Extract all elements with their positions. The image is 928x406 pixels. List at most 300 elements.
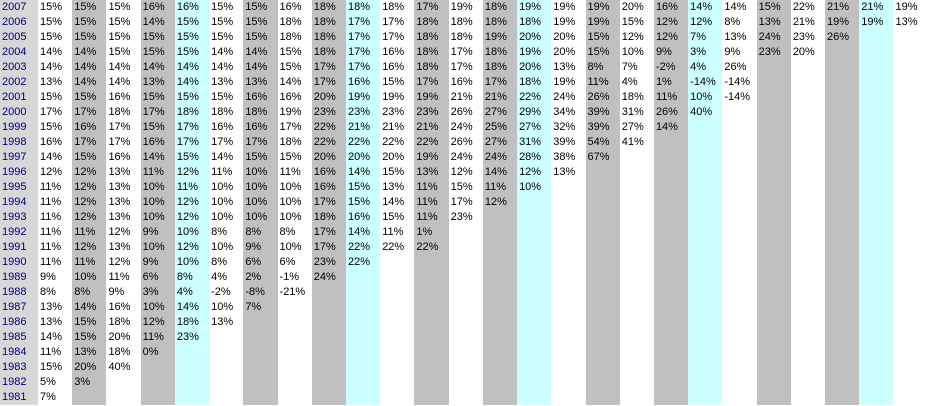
- matrix-cell: 12%: [688, 15, 722, 30]
- matrix-cell: 8%: [209, 225, 243, 240]
- matrix-cell: 21%: [483, 90, 517, 105]
- matrix-cell: 0%: [141, 345, 175, 360]
- row-year-header: 1999: [0, 120, 38, 135]
- matrix-cell: [825, 300, 859, 315]
- matrix-cell: [551, 315, 585, 330]
- matrix-cell: [449, 240, 483, 255]
- matrix-cell: [586, 210, 620, 225]
- matrix-cell: [414, 300, 448, 315]
- matrix-cell: [893, 60, 928, 75]
- matrix-cell: 14%: [38, 330, 72, 345]
- matrix-cell: 17%: [449, 45, 483, 60]
- matrix-cell: [517, 315, 551, 330]
- matrix-cell: [859, 255, 893, 270]
- matrix-cell: [825, 360, 859, 375]
- matrix-cell: [722, 300, 756, 315]
- matrix-cell: 7%: [688, 30, 722, 45]
- matrix-cell: 9%: [38, 270, 72, 285]
- matrix-cell: 4%: [620, 75, 654, 90]
- matrix-cell: [791, 195, 825, 210]
- matrix-cell: 10%: [209, 300, 243, 315]
- matrix-cell: [414, 375, 448, 390]
- matrix-cell: 26%: [449, 135, 483, 150]
- matrix-cell: [620, 240, 654, 255]
- matrix-cell: 12%: [38, 165, 72, 180]
- matrix-cell: [654, 360, 688, 375]
- matrix-cell: 20%: [551, 30, 585, 45]
- matrix-cell: 12%: [654, 30, 688, 45]
- matrix-cell: [722, 165, 756, 180]
- matrix-cell: [791, 300, 825, 315]
- table-row: [0, 15, 928, 30]
- matrix-cell: 4%: [209, 270, 243, 285]
- matrix-cell: 39%: [586, 120, 620, 135]
- matrix-cell: 8%: [209, 255, 243, 270]
- matrix-cell: 15%: [209, 15, 243, 30]
- matrix-cell: [414, 255, 448, 270]
- matrix-cell: [825, 225, 859, 240]
- matrix-cell: [722, 360, 756, 375]
- matrix-cell: [688, 375, 722, 390]
- matrix-cell: 13%: [72, 345, 106, 360]
- matrix-cell: 28%: [517, 150, 551, 165]
- matrix-cell: [791, 330, 825, 345]
- matrix-cell: [551, 345, 585, 360]
- matrix-cell: [688, 255, 722, 270]
- matrix-cell: 11%: [38, 240, 72, 255]
- matrix-cell: 22%: [380, 135, 414, 150]
- matrix-cell: [278, 390, 312, 405]
- matrix-cell: [449, 375, 483, 390]
- matrix-cell: [722, 390, 756, 405]
- matrix-cell: 15%: [380, 210, 414, 225]
- matrix-cell: [757, 165, 791, 180]
- matrix-cell: 26%: [825, 30, 859, 45]
- matrix-cell: 6%: [141, 270, 175, 285]
- matrix-cell: 14%: [72, 60, 106, 75]
- matrix-cell: 19%: [551, 0, 585, 15]
- matrix-cell: [517, 390, 551, 405]
- matrix-cell: [654, 195, 688, 210]
- matrix-cell: 9%: [141, 255, 175, 270]
- matrix-cell: 19%: [586, 0, 620, 15]
- matrix-cell: 17%: [312, 225, 346, 240]
- matrix-cell: [346, 360, 380, 375]
- matrix-cell: [688, 210, 722, 225]
- matrix-cell: 31%: [517, 135, 551, 150]
- row-year-header: 1996: [0, 165, 38, 180]
- matrix-cell: [586, 255, 620, 270]
- table-row: [0, 270, 928, 285]
- matrix-cell: [654, 255, 688, 270]
- table-row: [0, 180, 928, 195]
- matrix-cell: [243, 375, 277, 390]
- matrix-cell: [757, 75, 791, 90]
- matrix-cell: [380, 360, 414, 375]
- matrix-cell: 17%: [414, 75, 448, 90]
- matrix-cell: [722, 270, 756, 285]
- matrix-cell: [483, 345, 517, 360]
- matrix-cell: 10%: [688, 90, 722, 105]
- matrix-cell: 10%: [243, 165, 277, 180]
- matrix-cell: [825, 330, 859, 345]
- matrix-cell: 14%: [688, 0, 722, 15]
- matrix-cell: 21%: [380, 120, 414, 135]
- matrix-cell: [551, 360, 585, 375]
- matrix-cell: 22%: [517, 90, 551, 105]
- matrix-cell: 14%: [106, 75, 140, 90]
- matrix-cell: [893, 270, 928, 285]
- matrix-cell: [722, 105, 756, 120]
- matrix-cell: 15%: [106, 45, 140, 60]
- matrix-cell: [483, 390, 517, 405]
- matrix-cell: [380, 330, 414, 345]
- matrix-cell: [141, 375, 175, 390]
- matrix-cell: [791, 165, 825, 180]
- matrix-cell: 13%: [209, 315, 243, 330]
- matrix-cell: 18%: [278, 30, 312, 45]
- matrix-cell: [243, 390, 277, 405]
- matrix-cell: [620, 345, 654, 360]
- matrix-cell: [620, 225, 654, 240]
- matrix-cell: 6%: [278, 255, 312, 270]
- matrix-cell: [893, 150, 928, 165]
- matrix-cell: [243, 360, 277, 375]
- matrix-cell: [483, 240, 517, 255]
- matrix-cell: [586, 165, 620, 180]
- matrix-cell: [312, 330, 346, 345]
- matrix-cell: 10%: [243, 210, 277, 225]
- matrix-cell: [654, 285, 688, 300]
- matrix-cell: 16%: [141, 0, 175, 15]
- matrix-cell: 17%: [483, 75, 517, 90]
- matrix-cell: [380, 300, 414, 315]
- matrix-cell: [757, 195, 791, 210]
- matrix-cell: [551, 225, 585, 240]
- matrix-cell: 10%: [141, 300, 175, 315]
- matrix-cell: [757, 105, 791, 120]
- matrix-cell: [654, 345, 688, 360]
- matrix-cell: [483, 210, 517, 225]
- matrix-cell: 9%: [654, 45, 688, 60]
- matrix-cell: [620, 375, 654, 390]
- matrix-cell: [893, 180, 928, 195]
- matrix-cell: [688, 360, 722, 375]
- matrix-cell: 14%: [209, 45, 243, 60]
- matrix-cell: 12%: [72, 165, 106, 180]
- matrix-cell: 22%: [312, 120, 346, 135]
- matrix-cell: [859, 120, 893, 135]
- matrix-cell: [893, 165, 928, 180]
- matrix-cell: [825, 315, 859, 330]
- matrix-cell: [688, 330, 722, 345]
- row-year-header: 1998: [0, 135, 38, 150]
- matrix-cell: [722, 330, 756, 345]
- matrix-cell: 10%: [141, 210, 175, 225]
- matrix-cell: [346, 300, 380, 315]
- matrix-cell: 16%: [106, 300, 140, 315]
- row-year-header: 1983: [0, 360, 38, 375]
- matrix-cell: 23%: [346, 105, 380, 120]
- matrix-cell: [757, 240, 791, 255]
- matrix-cell: [757, 375, 791, 390]
- row-year-header: 1995: [0, 180, 38, 195]
- matrix-cell: 32%: [551, 120, 585, 135]
- matrix-cell: 17%: [346, 60, 380, 75]
- matrix-cell: [654, 180, 688, 195]
- row-year-header: 2001: [0, 90, 38, 105]
- matrix-cell: 17%: [346, 45, 380, 60]
- matrix-cell: [791, 225, 825, 240]
- matrix-cell: [757, 90, 791, 105]
- matrix-cell: 12%: [106, 255, 140, 270]
- matrix-cell: [551, 375, 585, 390]
- table-row: [0, 135, 928, 150]
- matrix-cell: [688, 225, 722, 240]
- matrix-cell: 15%: [243, 150, 277, 165]
- matrix-cell: 15%: [72, 330, 106, 345]
- matrix-cell: [449, 330, 483, 345]
- matrix-cell: 15%: [141, 120, 175, 135]
- matrix-cell: 18%: [414, 60, 448, 75]
- matrix-cell: 16%: [654, 0, 688, 15]
- matrix-cell: 15%: [175, 15, 209, 30]
- matrix-cell: 10%: [209, 195, 243, 210]
- matrix-cell: 17%: [175, 135, 209, 150]
- matrix-cell: [517, 210, 551, 225]
- matrix-cell: 21%: [825, 0, 859, 15]
- matrix-cell: 22%: [346, 240, 380, 255]
- matrix-cell: [175, 345, 209, 360]
- matrix-cell: [791, 255, 825, 270]
- matrix-cell: 16%: [72, 120, 106, 135]
- matrix-cell: 14%: [38, 45, 72, 60]
- table-row: [0, 375, 928, 390]
- matrix-cell: [620, 210, 654, 225]
- matrix-cell: [688, 165, 722, 180]
- matrix-cell: [757, 60, 791, 75]
- matrix-cell: 12%: [72, 210, 106, 225]
- matrix-cell: [106, 375, 140, 390]
- matrix-cell: 8%: [175, 270, 209, 285]
- matrix-cell: 16%: [175, 0, 209, 15]
- matrix-cell: [757, 210, 791, 225]
- matrix-cell: 12%: [141, 315, 175, 330]
- matrix-cell: 17%: [312, 60, 346, 75]
- matrix-cell: [243, 330, 277, 345]
- matrix-cell: [483, 375, 517, 390]
- matrix-cell: [893, 90, 928, 105]
- matrix-cell: 18%: [620, 90, 654, 105]
- matrix-cell: [825, 105, 859, 120]
- matrix-cell: [551, 180, 585, 195]
- matrix-cell: [825, 345, 859, 360]
- matrix-cell: 17%: [449, 60, 483, 75]
- matrix-cell: 22%: [791, 0, 825, 15]
- matrix-cell: [449, 270, 483, 285]
- matrix-cell: [449, 315, 483, 330]
- matrix-cell: [346, 330, 380, 345]
- matrix-cell: [757, 150, 791, 165]
- matrix-cell: 12%: [175, 195, 209, 210]
- matrix-cell: 12%: [483, 195, 517, 210]
- matrix-cell: [859, 330, 893, 345]
- matrix-cell: [893, 255, 928, 270]
- matrix-cell: 23%: [312, 105, 346, 120]
- matrix-cell: [654, 300, 688, 315]
- row-year-header: 1997: [0, 150, 38, 165]
- matrix-cell: 14%: [141, 150, 175, 165]
- row-year-header: 2004: [0, 45, 38, 60]
- matrix-cell: [688, 300, 722, 315]
- matrix-cell: [312, 300, 346, 315]
- matrix-cell: [586, 360, 620, 375]
- matrix-cell: [586, 285, 620, 300]
- matrix-cell: [757, 270, 791, 285]
- matrix-cell: 24%: [483, 150, 517, 165]
- matrix-cell: 16%: [141, 135, 175, 150]
- matrix-cell: 11%: [654, 90, 688, 105]
- matrix-cell: [620, 390, 654, 405]
- matrix-cell: [620, 300, 654, 315]
- matrix-cell: [859, 270, 893, 285]
- matrix-cell: [859, 360, 893, 375]
- matrix-cell: 13%: [141, 75, 175, 90]
- matrix-cell: 18%: [414, 45, 448, 60]
- matrix-cell: [893, 225, 928, 240]
- row-year-header: 1988: [0, 285, 38, 300]
- matrix-cell: 19%: [517, 0, 551, 15]
- matrix-cell: 18%: [346, 0, 380, 15]
- matrix-cell: [312, 285, 346, 300]
- matrix-cell: 9%: [141, 225, 175, 240]
- matrix-cell: 14%: [175, 75, 209, 90]
- matrix-cell: [859, 285, 893, 300]
- matrix-cell: 20%: [517, 60, 551, 75]
- matrix-cell: 13%: [414, 165, 448, 180]
- matrix-cell: [654, 210, 688, 225]
- matrix-cell: [688, 195, 722, 210]
- matrix-cell: 15%: [38, 30, 72, 45]
- table-row: [0, 60, 928, 75]
- matrix-cell: 14%: [380, 195, 414, 210]
- matrix-cell: 15%: [380, 165, 414, 180]
- matrix-cell: 16%: [312, 180, 346, 195]
- row-year-header: 2003: [0, 60, 38, 75]
- matrix-cell: [688, 315, 722, 330]
- matrix-cell: [825, 195, 859, 210]
- matrix-cell: 15%: [72, 30, 106, 45]
- matrix-cell: [414, 330, 448, 345]
- matrix-cell: [586, 180, 620, 195]
- row-year-header: 1984: [0, 345, 38, 360]
- matrix-cell: 10%: [278, 195, 312, 210]
- matrix-cell: 13%: [106, 240, 140, 255]
- matrix-cell: 10%: [209, 210, 243, 225]
- matrix-cell: 18%: [517, 75, 551, 90]
- matrix-cell: [825, 390, 859, 405]
- matrix-cell: 16%: [346, 210, 380, 225]
- matrix-cell: [859, 225, 893, 240]
- matrix-cell: 13%: [106, 195, 140, 210]
- matrix-cell: 19%: [825, 15, 859, 30]
- matrix-cell: 1%: [654, 75, 688, 90]
- matrix-cell: [893, 240, 928, 255]
- matrix-cell: 17%: [278, 120, 312, 135]
- matrix-cell: 19%: [551, 75, 585, 90]
- matrix-cell: [893, 390, 928, 405]
- matrix-cell: [483, 285, 517, 300]
- matrix-cell: [791, 390, 825, 405]
- matrix-cell: [825, 165, 859, 180]
- matrix-cell: [688, 135, 722, 150]
- matrix-cell: 18%: [449, 15, 483, 30]
- matrix-cell: 15%: [346, 180, 380, 195]
- matrix-cell: [654, 225, 688, 240]
- matrix-cell: [688, 285, 722, 300]
- matrix-cell: [551, 285, 585, 300]
- row-year-header: 2007: [0, 0, 38, 15]
- matrix-cell: 22%: [414, 135, 448, 150]
- matrix-cell: [893, 135, 928, 150]
- matrix-cell: 17%: [175, 120, 209, 135]
- matrix-cell: [893, 45, 928, 60]
- matrix-cell: 15%: [620, 15, 654, 30]
- matrix-cell: 17%: [346, 15, 380, 30]
- matrix-cell: 18%: [175, 105, 209, 120]
- matrix-cell: [586, 300, 620, 315]
- matrix-cell: [551, 390, 585, 405]
- matrix-cell: 16%: [243, 90, 277, 105]
- matrix-cell: 26%: [722, 60, 756, 75]
- matrix-cell: 17%: [141, 105, 175, 120]
- matrix-cell: [757, 255, 791, 270]
- matrix-cell: 14%: [175, 60, 209, 75]
- matrix-cell: 14%: [346, 225, 380, 240]
- matrix-cell: [483, 315, 517, 330]
- matrix-cell: 23%: [414, 105, 448, 120]
- matrix-cell: 14%: [483, 165, 517, 180]
- matrix-cell: [620, 165, 654, 180]
- matrix-cell: [688, 390, 722, 405]
- matrix-cell: 40%: [688, 105, 722, 120]
- matrix-cell: 10%: [278, 240, 312, 255]
- matrix-cell: [278, 375, 312, 390]
- matrix-cell: [722, 240, 756, 255]
- matrix-cell: [859, 390, 893, 405]
- matrix-cell: [72, 390, 106, 405]
- matrix-cell: [859, 375, 893, 390]
- matrix-cell: [380, 345, 414, 360]
- table-row: [0, 345, 928, 360]
- matrix-cell: -2%: [209, 285, 243, 300]
- matrix-cell: [483, 300, 517, 315]
- matrix-cell: [483, 270, 517, 285]
- matrix-cell: [688, 180, 722, 195]
- matrix-cell: 12%: [449, 165, 483, 180]
- matrix-cell: 16%: [243, 120, 277, 135]
- matrix-cell: 7%: [38, 390, 72, 405]
- table-row: [0, 255, 928, 270]
- matrix-cell: 11%: [141, 165, 175, 180]
- matrix-cell: [586, 330, 620, 345]
- matrix-cell: 24%: [757, 30, 791, 45]
- row-year-header: 1989: [0, 270, 38, 285]
- matrix-cell: [312, 390, 346, 405]
- row-year-header: 2002: [0, 75, 38, 90]
- matrix-cell: 10%: [278, 180, 312, 195]
- matrix-cell: 22%: [346, 135, 380, 150]
